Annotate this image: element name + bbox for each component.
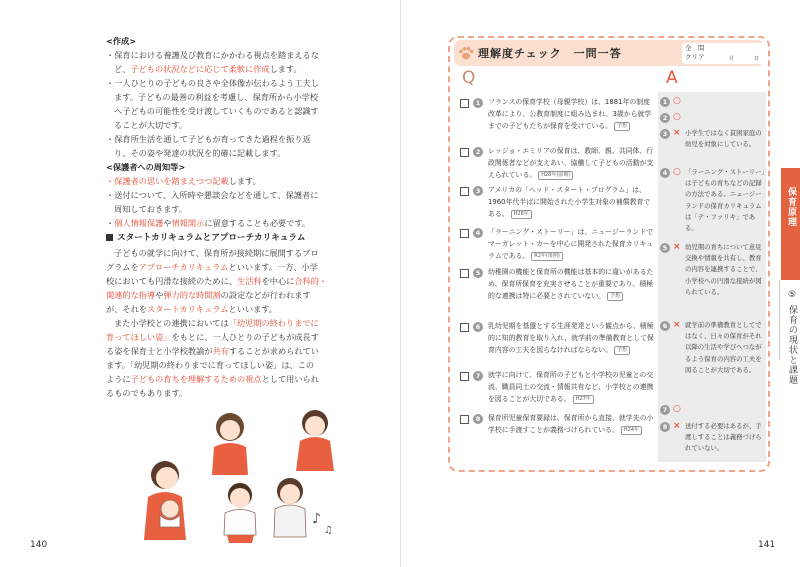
- answer-mark: ×: [673, 421, 681, 431]
- question-text: フランスの保育学校（母親学校）は、1881年の制度改革により、公教育制度に組み込まれ、3歳から就学までの子どもたちが保育を受けている。 予想: [488, 98, 652, 130]
- chapter-label: ⑤ 保育の現状と課題: [787, 290, 797, 385]
- left-page-text: [106, 34, 356, 400]
- page-number-left: 140: [30, 540, 48, 550]
- answer-mark: ○: [673, 404, 681, 414]
- paragraph-2: また小学校との連携においては「幼児期の終わりまでに 育ってほしい姿」をもとに、一人ひとりの子どもが成長す る姿を保育士と小学校教諭が共有することが求められてい ます。「幼児期の終わりまでに育ってほしい姿」は、この ように子どもの育ちを理解するための視点として用いられ るものでもあります。: [106, 318, 319, 398]
- answer-mark: ×: [673, 320, 681, 330]
- question-text: 「ラーニング・ストーリー」は、ニュージーランドでマーガレット・カーを中心に開発された保育カリキュラムである。 R2年(後期): [488, 228, 654, 260]
- bullet-1: ・保育における養護及び教育にかかわる視点を踏まえるな ど、子どもの状況などに応じて柔軟に作成します。: [106, 50, 319, 74]
- svg-text:♪: ♪: [312, 511, 321, 527]
- checkbox[interactable]: [460, 148, 469, 157]
- question-number: 3: [473, 186, 483, 196]
- answer-number: 6: [660, 321, 670, 331]
- answer-explanation: 小学生ではなく貧困家庭の幼児を対象にしている。: [685, 129, 762, 149]
- answer-number: 5: [660, 243, 670, 253]
- score-month: 月: [729, 56, 735, 62]
- score-label-all: 全 問: [685, 44, 705, 52]
- bullet-2: ・一人ひとりの子どもの良さや全体像が伝わるよう工夫し ます。子どもの最善の利益を考慮し、保育所から小学校 へ子どもの可能性を受け渡していくものであると認識す ることが大切です。: [106, 78, 319, 130]
- answer-number: 3: [660, 129, 670, 139]
- answer-mark: ○: [673, 96, 681, 106]
- side-tab-label: 保育原理: [786, 187, 796, 227]
- answer-number: 2: [660, 113, 670, 123]
- heading-creation: <作成>: [106, 36, 137, 46]
- answer-explanation: 幼児期の育ちについて意見交換や情報を共有し、教育の内容を連携することで、小学校への円滑な接続が図られている。: [685, 243, 762, 296]
- question-text: 幼稚園の機能と保育所の機能は基本的に違いがあるため、保育所保育を充実させることが重要であり、積極的な連携は特に必要とされていない。 予想: [488, 268, 654, 300]
- question-column-label: Q: [462, 68, 476, 88]
- quiz-title: 理解度チェック 一問一答: [478, 47, 622, 60]
- checkbox[interactable]: [460, 415, 469, 424]
- answer-column-label: A: [666, 68, 678, 88]
- question-text: アメリカの「ヘッド・スタート・プログラム」は、1960年代半ばに開始された小学生対象の補償教育である。 H26年: [488, 186, 651, 218]
- page-number-right: 141: [758, 540, 776, 550]
- page-divider: [400, 0, 401, 567]
- paragraph-1: 子どもの就学に向けて、保育所が接続期に展開するプロ グラムをアプローチカリキュラムといいます。一方、小学 校においても円滑な接続のために、生活科を中心に合科的・ 関連的な指導や弾力的な時間割の設定などが行われます が、それをスタートカリキュラムといいます。: [106, 248, 328, 314]
- score-label-clear: クリア: [685, 53, 705, 61]
- question-text: 就学に向けて、保育所の子どもと小学校の児童との交流、職員同士の交流・情報共有など、小学校との連携を図ることが大切である。 H27年: [488, 371, 654, 403]
- bullet-3: ・保育所生活を通して子どもが育ってきた過程を振り返 り、その姿や発達の状況を的確に記載します。: [106, 134, 311, 158]
- answer-number: 7: [660, 405, 670, 415]
- children-illustration: [130, 405, 340, 545]
- question-text: 保育所児童保育要録は、保育所から直接、就学先の小学校に手渡すことが義務づけられている。 H24年: [488, 414, 654, 434]
- checkbox[interactable]: [460, 323, 469, 332]
- bullet-6: ・個人情報保護や情報開示に留意することも必要です。: [106, 218, 311, 228]
- question-number: 6: [473, 322, 483, 332]
- answer-mark: ×: [673, 242, 681, 252]
- answer-mark: ○: [673, 167, 681, 177]
- answer-explanation: 「ラーニング・ストーリー」は子どもの育ちなどの記録の方法である。ニュージーランドの保育カリキュラムは「テ・ファリキ」である。: [685, 168, 765, 233]
- question-number: 2: [473, 147, 483, 157]
- answer-explanation: 就学前の準備教育としてではなく、日々の保育がそれ以降の生活や学びへつながるよう保育の内容の工夫を図ることが大切である。: [685, 321, 762, 374]
- answer-number: 8: [660, 422, 670, 432]
- side-divider: [779, 280, 780, 360]
- question-number: 1: [473, 98, 483, 108]
- paw-icon: [458, 46, 474, 60]
- question-number: 4: [473, 228, 483, 238]
- question-text: レッジョ・エミリアの保育は、教師、親、共同体、行政関係者などが支えあい、協働して子どもの活動が支えられている。 H28年(前期): [488, 147, 654, 179]
- question-number: 8: [473, 414, 483, 424]
- checkbox[interactable]: [460, 372, 469, 381]
- answer-number: 4: [660, 168, 670, 178]
- question-text: 乳幼児期を基盤とする生涯発達という観点から、積極的に知的教育を取り入れ、就学前の準備教育として保育内容の工夫を図らなければならない。 予想: [488, 322, 654, 354]
- answer-explanation: 送付する必要はあるが、手渡しすることは義務づけられていない。: [685, 422, 762, 453]
- bullet-4: ・保護者の思いを踏まえつつ記載します。: [106, 176, 261, 186]
- section-heading: スタートカリキュラムとアプローチカリキュラム: [106, 231, 356, 246]
- checkbox[interactable]: [460, 99, 469, 108]
- svg-text:♫: ♫: [324, 525, 333, 536]
- heading-guardians: <保護者への周知等>: [106, 162, 186, 172]
- score-box: [682, 43, 768, 64]
- score-day: 日: [754, 56, 760, 62]
- bullet-5: ・送付について、入所時や懇談会などを通して、保護者に 周知しておきます。: [106, 190, 319, 214]
- answer-mark: ×: [673, 128, 681, 138]
- answer-mark: ○: [673, 112, 681, 122]
- answer-number: 1: [660, 97, 670, 107]
- question-number: 5: [473, 268, 483, 278]
- checkbox[interactable]: [460, 187, 469, 196]
- checkbox[interactable]: [460, 269, 469, 278]
- checkbox[interactable]: [460, 229, 469, 238]
- question-number: 7: [473, 371, 483, 381]
